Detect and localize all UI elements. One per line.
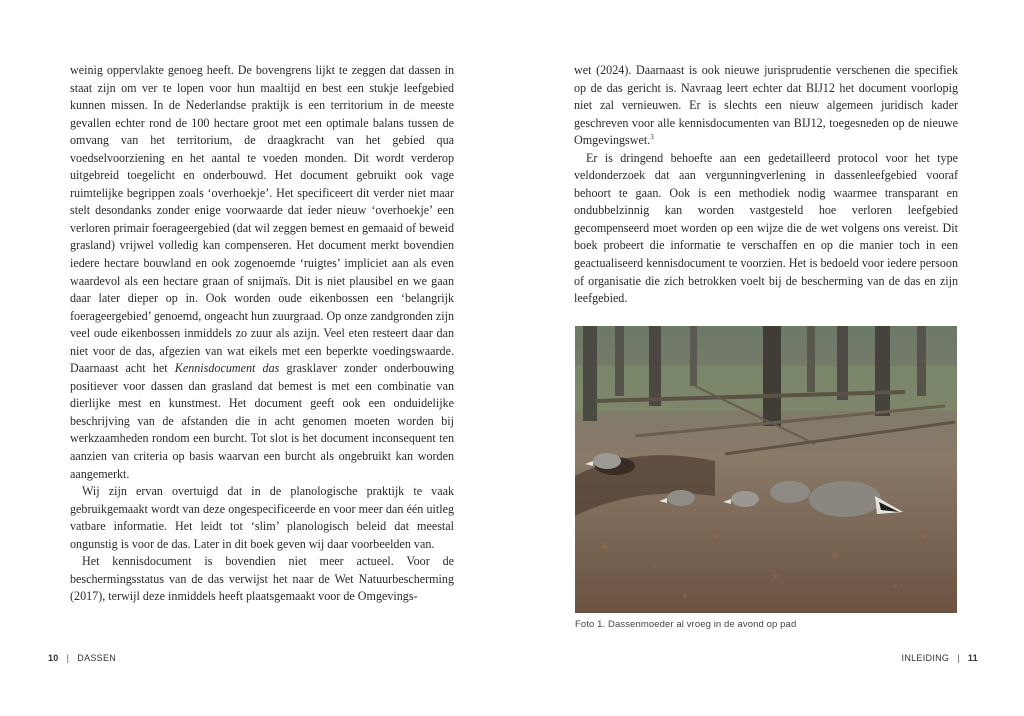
badger-cub — [770, 481, 810, 503]
running-title: DASSEN — [77, 653, 117, 663]
right-page-text — [574, 62, 958, 308]
photo-caption: Foto 1. Dassenmoeder al vroeg in de avond op pad — [575, 619, 797, 630]
paragraph-text: grasklaver zonder onderbouwing positiever voor dassen dan grasland dat bemest is met een combinatie van dierlijke mest en kunstmest. Het document geeft ook een onduidelijke beschrijving van de afstanden die in acht genomen moeten worden bij werkzaamheden rondom een burcht. Tot slot is het document inconsequent ten aanzien van criteria op basis waarvan een burcht als ongebruikt kan worden aangemerkt. — [70, 361, 455, 481]
paragraph — [574, 62, 958, 150]
page-number: 11 — [967, 653, 978, 663]
italic-term: Kennisdocument das — [174, 361, 280, 376]
paragraph-text: weinig oppervlakte genoeg heeft. De bovengrens lijkt te zeggen dat dassen in staat zijn om ver te lopen voor hun maaltijd en best een stukje leefgebied kunnen missen. In de Nederlandse praktijk is een territorium in de meeste gevallen echter rond de 100 hectare groot met een optimale balans tussen de omvang van het territorium, de draagkracht van het gebied qua voedselvoorziening en het aantal te voeden monden. Dit wordt verderop uitgebreid toegelicht en onderbouwd. Het document gebruikt ook vage ruimtelijke begrippen zoals ‘overhoekje’. Het specificeert dit verder niet maar stelt desondanks zonder enige voorwaarde dat ieder nieuw ‘overhoekje’ een verloren primair foerageergebied (dat wil zeggen bemest en gemaaid of beweid grasland) vrijwel volledig kan compenseren. Het document merkt bovendien iedere hectare bouwland en ook zogenoemde ‘ruigtes’ impliciet aan als even waardevol als een hectare graan of snijmaïs. Dit is niet plausibel en we gaan daar later dieper op in. Ook worden oude eikenbossen een ‘belangrijk foerageergebied’ genoemd, ongeacht hun zuurgraad. Op onze zandgronden zijn veel oude eikenbossen inmiddels zo zuur als azijn. Veel eten resteert daar dan niet voor de das, afgezien van wat eikels met een beperkte voedingswaarde. Daarnaast acht het — [70, 63, 454, 376]
footer-separator: | — [66, 653, 70, 663]
footer-separator: | — [957, 653, 960, 663]
paragraph: Wij zijn ervan overtuigd dat in de planologische praktijk te vaak gebruikgemaakt wordt van deze ongespecificeerde en voor meer dan één uitleg vatbare informatie. Het leidt tot ‘slim’ planologisch beleid dat meestal ongunstig is voor de das. Later in dit boek geven wij daar voorbeelden van. — [70, 484, 454, 551]
paragraph-text: wet (2024). Daarnaast is ook nieuwe jurisprudentie verschenen die specifiek op de das gericht is. Navraag leert echter dat BIJ12 het document voorlopig niet zal vernieuwen. Er is slechts een nieuw algemeen juridisch kader geschreven voor alle kennisdocumenten van BIJ12, toegesneden op de nieuwe Omgevingswet. — [574, 63, 958, 148]
right-footer — [902, 653, 978, 663]
running-title: INLEIDING — [901, 653, 950, 663]
badger-photo — [575, 326, 957, 613]
paragraph: Er is dringend behoefte aan een gedetailleerd protocol voor het type veldonderzoek dat aan vergunningverlening in dassenleefgebied vooraf behoort te gaan. Ook is een methodiek nodig waarmee transparant en ondubbelzinnig kan worden vastgesteld hoe verloren leefgebied gecompenseerd moet worden op een wijze die de wet volgens ons vereist. Dit boek probeert die informatie te verschaffen en op die manier toch in een geactualiseerd kennisdocument te voorzien. Het is bedoeld voor iedere persoon of organisatie die zich betrokken voelt bij de bescherming van de das en zijn leefgebied. — [574, 150, 958, 306]
footnote-marker: 3 — [650, 133, 654, 142]
left-page-text — [70, 62, 454, 606]
page-number: 10 — [48, 653, 59, 663]
paragraph — [70, 62, 454, 483]
paragraph: Het kennisdocument is bovendien niet meer actueel. Voor de beschermingsstatus van de das verwijst het naar de Wet Natuurbescherming (2017), terwijl deze inmiddels heeft plaatsgemaakt voor de Omgevings- — [70, 554, 454, 604]
left-footer — [48, 653, 116, 663]
